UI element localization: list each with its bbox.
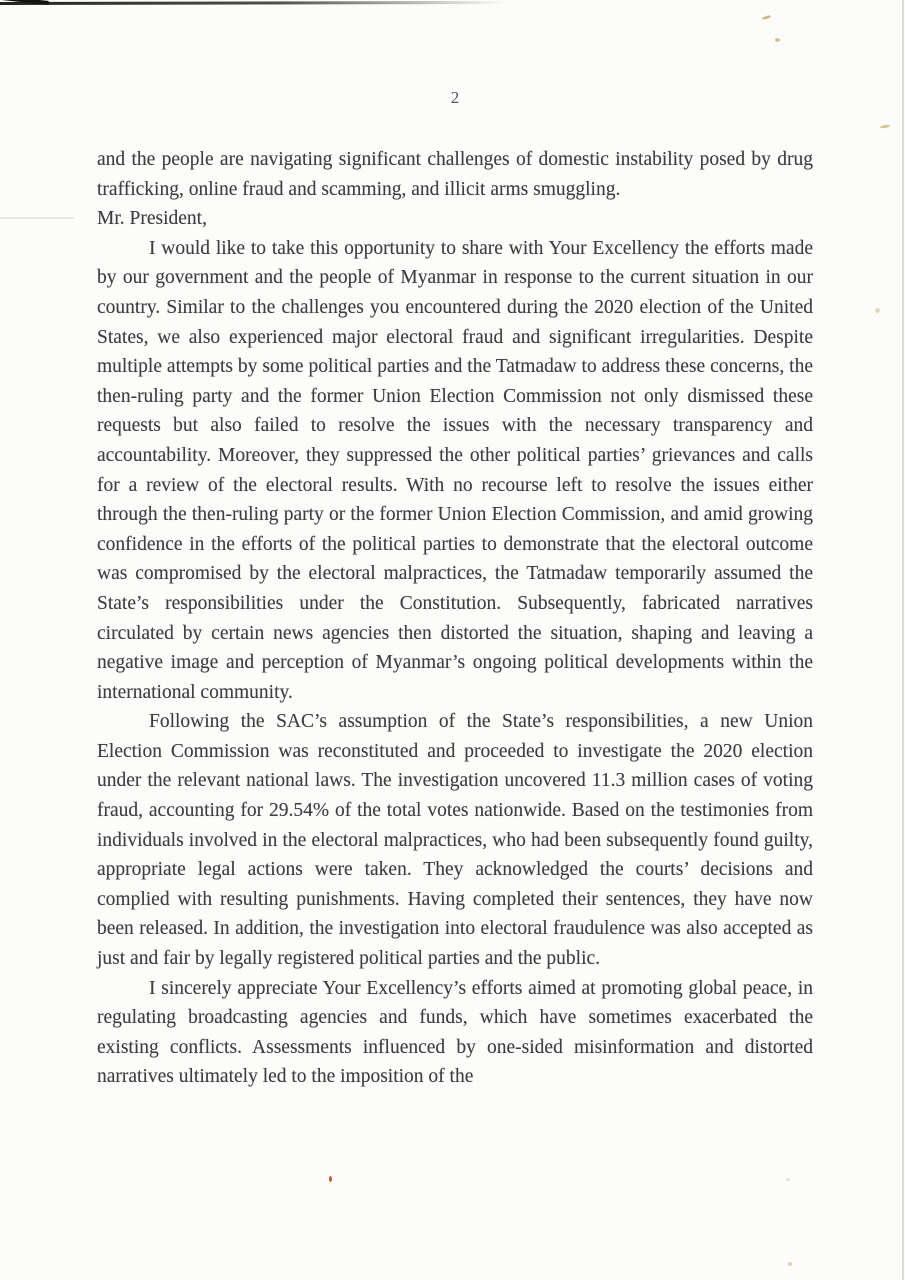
paragraph-investigation: Following the SAC’s assumption of the State’s responsibilities, a new Union Election Commission was reconstituted and proceeded to investigate the 2020 election under the relevant national laws. The investigation uncovered 11.3 million cases of voting fraud, accounting for 29.54% of the total votes nationwide. Based on the testimonies from individuals involved in the electoral malpractices, who had been subsequently found guilty, appropriate legal actions were taken. They acknowledged the courts’ decisions and complied with resulting punishments. Having completed their sentences, they have now been released. In addition, the investigation into electoral fraudulence was also accepted as just and fair by legally registered political parties and the public. <box>97 711 813 970</box>
paragraph-continuation: and the people are navigating significant challenges of domestic instability posed by drug trafficking, online fraud and scamming, and illicit arms smuggling. <box>97 149 813 200</box>
scan-streak-left <box>0 217 74 219</box>
scan-speck <box>786 1178 790 1181</box>
scan-speck <box>880 124 890 129</box>
page-number: 2 <box>450 88 460 107</box>
scan-artifact-top-left-wedge <box>0 0 49 5</box>
scan-speck <box>788 1262 792 1266</box>
scan-speck <box>775 38 780 42</box>
scan-speck <box>875 308 880 313</box>
scan-artifact-top-edge <box>0 1 505 5</box>
letter-body <box>97 145 813 1092</box>
scan-speck <box>329 1176 332 1182</box>
scan-speck <box>762 15 771 21</box>
paragraph-electoral-fraud: I would like to take this opportunity to share with Your Excellency the efforts made by our government and the people of Myanmar in response to the current situation in our country. Similar to the challenges you encountered during the 2020 election of the United States, we also experienced major electoral fraud and significant irregularities. Despite multiple attempts by some political parties and the Tatmadaw to address these concerns, the then-ruling party and the former Union Election Commission not only dismissed these requests but also failed to resolve the issues with the necessary transparency and accountability. Moreover, they suppressed the other political parties’ grievances and calls for a review of the electoral results. With no recourse left to resolve the issues either through the then-ruling party or the former Union Election Commission, and amid growing confidence in the efforts of the political parties to demonstrate that the electoral outcome was compromised by the electoral malpractices, the Tatmadaw temporarily assumed the State’s responsibilities under the Constitution. Subsequently, fabricated narratives circulated by certain news agencies then distorted the situation, shaping and leaving a negative image and perception of Myanmar’s ongoing political developments within the international community. <box>97 237 813 703</box>
scan-artifact-right-edge <box>902 0 904 1280</box>
salutation-line: Mr. President, <box>97 208 207 230</box>
paragraph-appreciation: I sincerely appreciate Your Excellency’s efforts aimed at promoting global peace, in regulating broadcasting agencies and funds, which have sometimes exacerbated the existing conflicts. Assessments influenced by one-sided misinformation and distorted narratives ultimately led to the imposition of the <box>97 977 813 1088</box>
